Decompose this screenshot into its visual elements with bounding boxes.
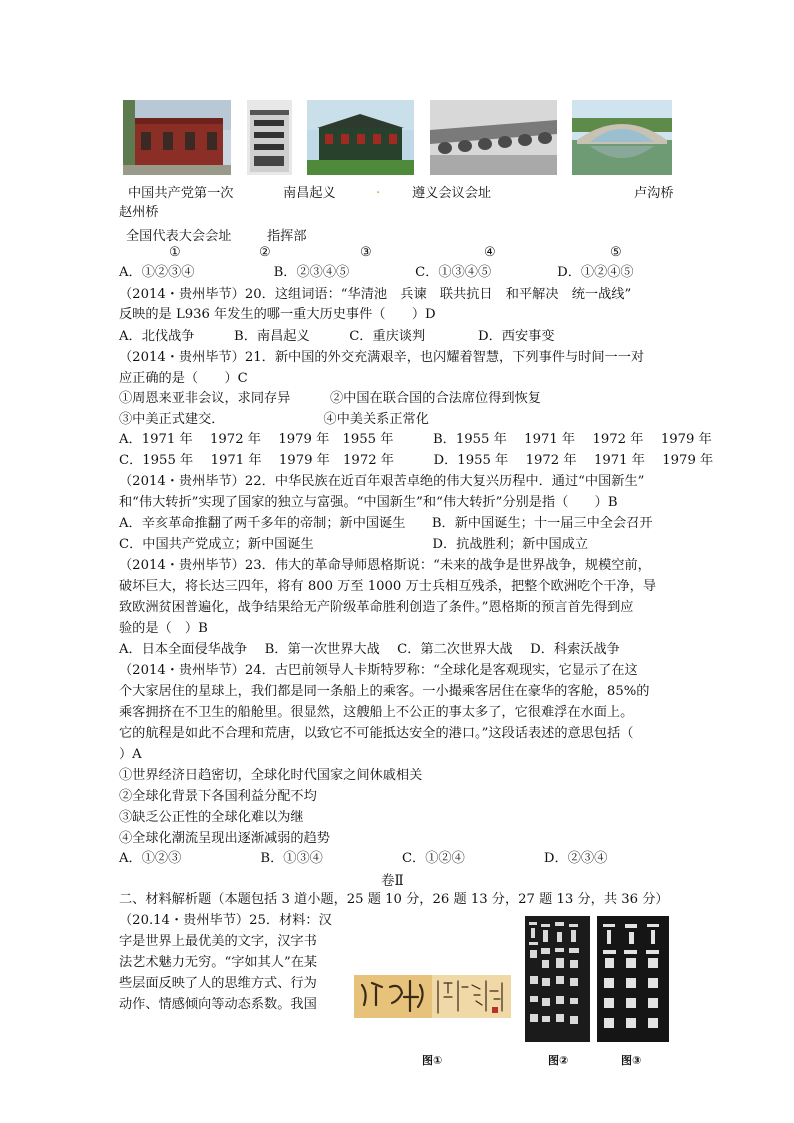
caption-first-congress-2: 全国代表大会会址 [126,229,232,244]
caption-zunyi: 遵义会议会址 [412,186,492,201]
q24-options: A．①②③ B．①③④ C．①②④ D．②③④ [119,851,608,866]
q24-line-4: 它的航程是如此不合理和荒唐，以致它不可能抵达安全的港口。”这段话表述的意思包括（ [119,726,634,741]
caption-stray-mark: . [376,182,381,197]
marker-1: ① [169,245,181,260]
q22-options-2: C．中国共产党成立；新中国诞生 D．抗战胜利；新中国成立 [119,537,589,552]
q24-line-1: （2014・贵州毕节）24．古巴前领导人卡斯特罗称：“全球化是客观现实，它显示了在这 [119,663,638,678]
calligraphy-image-2 [525,916,590,1042]
q24-line-2: 个大家居住的星球上，我们都是同一条船上的乘客。一小撮乘客居住在豪华的客舱，85%的 [119,684,650,699]
q25-line-2: 字是世界上最优美的文字，汉字书 [119,934,317,949]
q23-options: A．日本全面侵华战争 B．第一次世界大战 C．第二次世界大战 D．科索沃战争 [119,642,620,657]
caption-lugou: 卢沟桥 [634,186,674,201]
q24-statement-3: ③缺乏公正性的全球化难以为继 [119,810,304,825]
q21-options-2: C．1955 年 1971 年 1979 年 1972 年 D．1955 年 1972 年 1971 年 1979 年 [119,453,714,468]
q24-line-3: 乘客拥挤在不卫生的船舱里。很显然，这艘船上不公正的事太多了，它很难浮在水面上。 [119,705,634,720]
q23-line-1: （2014・贵州毕节）23．伟大的革命导师恩格斯说：“未来的战争是世界战争，规模空前， [119,558,651,573]
q25-line-3: 法艺术魅力无穷。“字如其人”在某 [119,955,318,970]
q21-line-2: 应正确的是（ ）C [119,371,248,386]
q24-line-5: ）A [119,747,142,762]
caption-nanchang-2: 指挥部 [267,229,307,244]
marker-3: ③ [360,245,372,260]
q24-statement-2: ②全球化背景下各国利益分配不均 [119,789,317,804]
figure-label-2: 图② [548,1054,569,1067]
q23-line-4: 验的是（ ）B [119,621,208,636]
calligraphy-image-1 [354,975,511,1018]
photo-zhaozhou-bridge [572,100,672,175]
caption-first-congress: 中国共产党第一次 [128,186,234,201]
q19-options: A．①②③④ B．②③④⑤ C．①③④⑤ D．①②④⑤ [119,265,634,280]
q21-statement-1: ①周恩来亚非会议，求同存异 ②中国在联合国的合法席位得到恢复 [119,391,541,406]
section-two-heading: 二、材料解析题（本题包括 3 道小题，25 题 10 分，26 题 13 分，27 题 13 分，共 36 分） [119,892,669,907]
marker-4: ④ [484,245,496,260]
q21-options-1: A．1971 年 1972 年 1979 年 1955 年 B．1955 年 1971 年 1972 年 1979 年 [119,432,712,447]
q24-statement-1: ①世界经济日趋密切，全球化时代国家之间休戚相关 [119,768,423,783]
marker-5: ⑤ [610,245,622,260]
figure-label-1: 图① [422,1054,443,1067]
calligraphy-image-3 [597,916,669,1042]
q22-line-2: 和“伟大转折”实现了国家的独立与富强。“中国新生”和“伟大转折”分别是指（ ）B [119,495,618,510]
q20-line-1: （2014・贵州毕节）20．这组词语：“华清池 兵谏 联共抗日 和平解决 统一战线” [119,287,632,302]
q21-line-1: （2014・贵州毕节）21．新中国的外交充满艰辛，也闪耀着智慧，下列事件与时间一一对 [119,350,645,365]
q25-line-5: 动作、情感倾向等动态系数。我国 [119,997,317,1012]
q24-statement-4: ④全球化潮流呈现出逐渐减弱的趋势 [119,831,330,846]
q20-line-2: 反映的是 L936 年发生的哪一重大历史事件（ ）D [119,307,436,322]
q22-options-1: A．辛亥革命推翻了两千多年的帝制；新中国诞生 B．新中国诞生；十一届三中全会召开 [119,516,653,531]
photo-nanchang-uprising-hq [247,100,292,175]
q22-line-1: （2014・贵州毕节）22．中华民族在近百年艰苦卓绝的伟大复兴历程中．通过“中国新生” [119,474,645,489]
q25-line-4: 些层面反映了人的思维方式、行为 [119,976,317,991]
q25-line-1: （20.14・贵州毕节）25．材料：汉 [119,913,332,928]
photo-lugou-bridge [430,100,557,175]
caption-zhaozhou: 赵州桥 [119,205,159,220]
q23-line-3: 致欧洲贫困普遍化，战争结果给无产阶级革命胜利创造了条件。”恩格斯的预言首先得到应 [119,600,634,615]
q20-options: A．北伐战争 B．南昌起义 C．重庆谈判 D．西安事变 [119,329,555,344]
q21-statement-2: ③中美正式建交． ④中美关系正常化 [119,412,429,427]
photo-first-congress-site [123,100,231,175]
photo-zunyi-meeting-site [307,100,414,175]
figure-label-3: 图③ [621,1054,642,1067]
caption-nanchang: 南昌起义 [283,186,336,201]
volume-two-heading: 卷Ⅱ [381,873,404,889]
marker-2: ② [259,245,271,260]
q23-line-2: 破坏巨大，将长达三四年，将有 800 万至 1000 万士兵相互残杀，把整个欧洲吃个干净，导 [119,579,657,594]
